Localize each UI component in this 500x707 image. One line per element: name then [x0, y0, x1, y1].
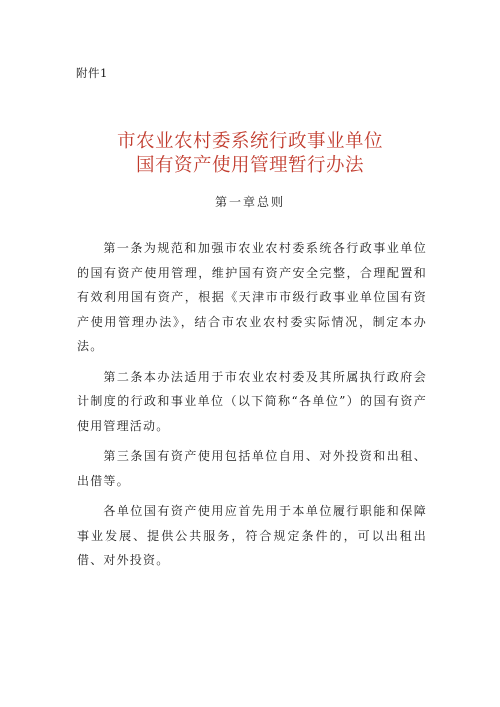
paragraph-article-1: 第一条为规范和加强市农业农村委系统各行政事业单位的国有资产使用管理，维护国有资产安全完整，合理配置和有效利用国有资产，根据《天津市市级行政事业单位国有资产使用管理办法》，结合市农业农村委实际情况，制定本办法。 — [77, 241, 427, 353]
document-body — [77, 236, 427, 579]
chapter-heading: 第一章总则 — [214, 195, 285, 209]
paragraph-article-3-continued: 各单位国有资产使用应首先用于本单位履行职能和保障事业发展、提供公共服务，符合规定条件的，可以出租出借、对外投资。 — [77, 504, 427, 567]
paragraph-article-3: 第三条国有资产使用包括单位自用、对外投资和出租、出借等。 — [77, 449, 427, 488]
paragraph-article-2: 第二条本办法适用于市农业农村委及其所属执行政府会计制度的行政和事业单位（以下简称“各单位”）的国有资产使用管理活动。 — [77, 369, 427, 433]
attachment-label: 附件1 — [76, 66, 108, 80]
document-title-line-1: 市农业农村委系统行政事业单位 — [116, 131, 383, 152]
document-title-line-2: 国有资产使用管理暂行办法 — [135, 155, 364, 176]
